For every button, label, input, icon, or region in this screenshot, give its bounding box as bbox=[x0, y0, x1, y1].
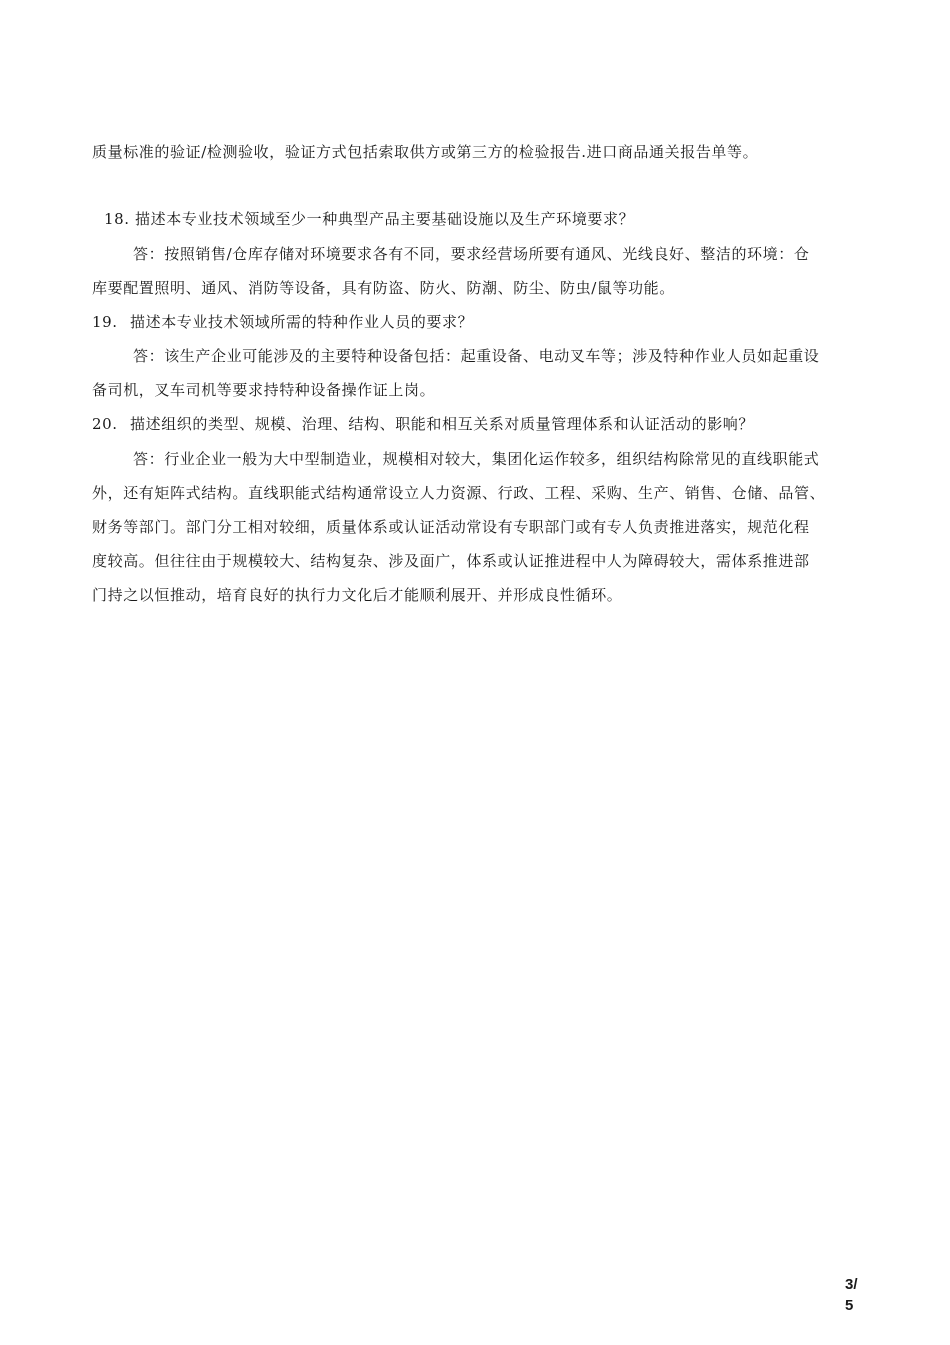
carryover-paragraph-line: 质量标准的验证/检测验收，验证方式包括索取供方或第三方的检验报告.进口商品通关报告单等。 bbox=[92, 143, 759, 161]
answer-19-line-1: 答：该生产企业可能涉及的主要特种设备包括：起重设备、电动叉车等；涉及特种作业人员如起重设 bbox=[133, 347, 820, 365]
question-18: 18. 描述本专业技术领域至少一种典型产品主要基础设施以及生产环境要求？ bbox=[104, 210, 635, 228]
answer-18-line-1: 答：按照销售/仓库存储对环境要求各有不同，要求经营场所要有通风、光线良好、整洁的环境：仓 bbox=[133, 245, 810, 263]
answer-20-line-4: 度较高。但往往由于规模较大、结构复杂、涉及面广，体系或认证推进程中人为障碍较大，需体系推进部 bbox=[92, 552, 810, 570]
question-20-number: 20. bbox=[92, 415, 118, 433]
question-20 bbox=[92, 414, 882, 434]
page-number: 3/ 5 bbox=[845, 1276, 858, 1314]
answer-20-line-3: 财务等部门。部门分工相对较细，质量体系或认证活动常设有专职部门或有专人负责推进落实，规范化程 bbox=[92, 518, 810, 536]
answer-20-line-2: 外，还有矩阵式结构。直线职能式结构通常设立人力资源、行政、工程、采购、生产、销售、仓储、品管、 bbox=[92, 484, 826, 502]
question-19-text: 描述本专业技术领域所需的特种作业人员的要求？ bbox=[130, 313, 474, 331]
answer-18-line-2: 库要配置照明、通风、消防等设备，具有防盗、防火、防潮、防尘、防虫/鼠等功能。 bbox=[92, 279, 675, 297]
question-19-number: 19. bbox=[92, 313, 118, 331]
question-20-text: 描述组织的类型、规模、治理、结构、职能和相互关系对质量管理体系和认证活动的影响？ bbox=[130, 415, 755, 433]
answer-19-line-2: 备司机，叉车司机等要求持特种设备操作证上岗。 bbox=[92, 381, 436, 399]
answer-20-line-5: 门持之以恒推动，培育良好的执行力文化后才能顺利展开、并形成良性循环。 bbox=[92, 586, 623, 604]
question-19 bbox=[92, 312, 882, 332]
answer-20-line-1: 答：行业企业一般为大中型制造业，规模相对较大，集团化运作较多，组织结构除常见的直线职能式 bbox=[133, 450, 820, 468]
